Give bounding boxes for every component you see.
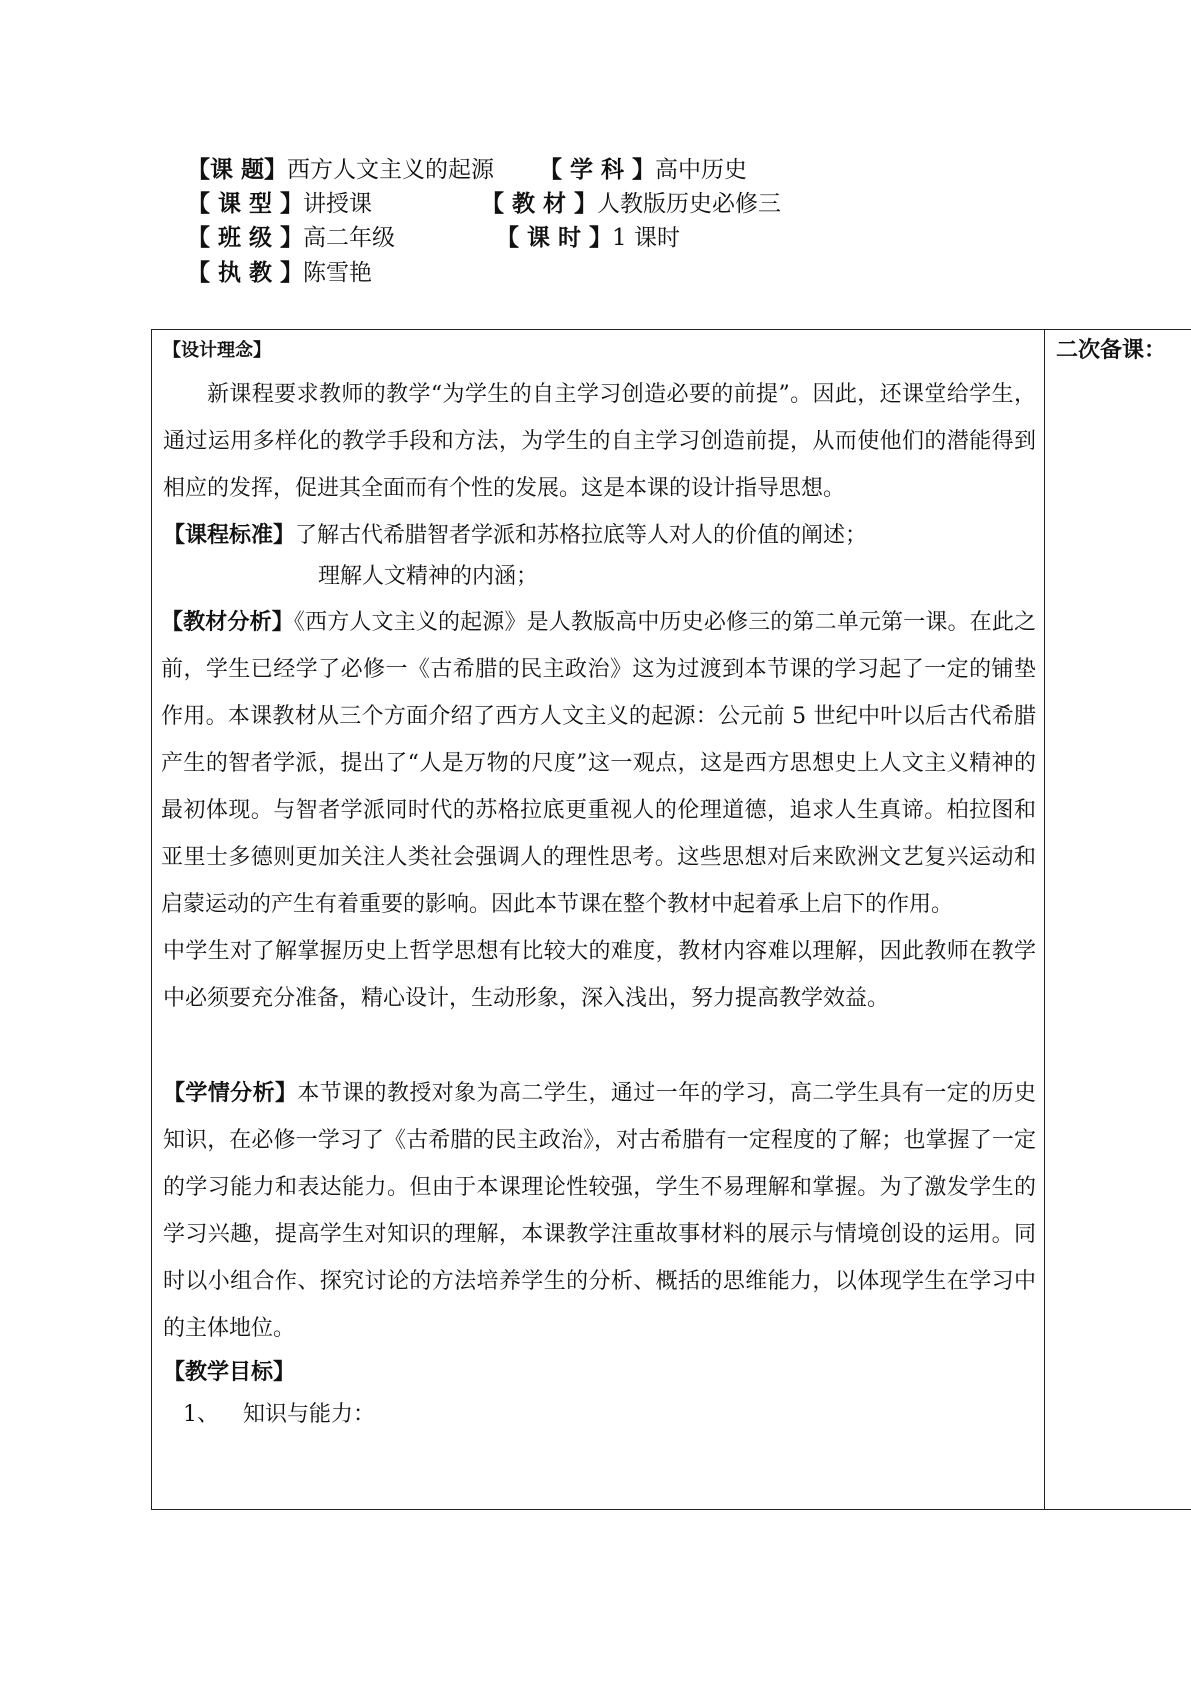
goals-label: 【教学目标】 [163, 1360, 296, 1385]
standard-line-1: 了解古代希腊智者学派和苏格拉底等人对人的价值的阐述； [295, 523, 868, 548]
learner-section [163, 1070, 1036, 1352]
goal-item-1-text: 知识与能力： [243, 1402, 376, 1427]
teacher-value: 陈雪艳 [303, 260, 373, 286]
material-section [161, 599, 1036, 928]
header-topic [187, 155, 494, 185]
header-textbook [481, 189, 781, 219]
hours-value: 1 课时 [612, 225, 680, 251]
topic-label: 【课 题】 [187, 157, 288, 183]
hours-label: 【 课 时 】 [496, 225, 613, 251]
textbook-value: 人教版历史必修三 [597, 191, 782, 217]
design-text: 新课程要求教师的教学“为学生的自主学习创造必要的前提”。因此，还课堂给学生，通过运用多样化的教学手段和方法，为学生的自主学习创造前提，从而使他们的潜能得到相应的发挥，促进其全面而有个性的发展。这是本课的设计指导思想。 [163, 382, 1036, 501]
subject-value: 高中历史 [655, 157, 748, 183]
header-hours [496, 223, 680, 253]
teacher-label: 【 执 教 】 [187, 260, 304, 286]
material-text-2: 中学生对了解掌握历史上哲学思想有比较大的难度，教材内容难以理解，因此教师在教学中必须要充分准备，精心设计，生动形象，深入浅出，努力提高教学效益。 [163, 939, 1036, 1011]
material-label: 【教材分析】 [161, 610, 294, 635]
header-class [187, 223, 395, 253]
header-teacher [187, 258, 372, 288]
goals-section [163, 1352, 1036, 1394]
standard-line-2: 理解人文精神的内涵； [318, 564, 539, 589]
design-label: 【设计理念】 [163, 340, 271, 361]
lesson-content [163, 335, 1036, 1436]
type-value: 讲授课 [303, 191, 373, 217]
table-column-divider [1044, 329, 1045, 1510]
class-value: 高二年级 [303, 225, 396, 251]
material-text-1: 《西方人文主义的起源》是人教版高中历史必修三的第二单元第一课。在此之前，学生已经学了必修一《古希腊的民主政治》这为过渡到本节课的学习起了一定的铺垫作用。本课教材从三个方面介绍了西方人文主义的起源：公元前 5 世纪中叶以后古代希腊产生的智者学派，提出了“人是万物的尺度”这一观点，这是西方思想史上人文主义精神的最初体现。与智者学派同时代的苏格拉底更重视人的伦理道德，追求人生真谛。柏拉图和亚里士多德则更加关注人类社会强调人的理性思考。这些思想对后来欧洲文艺复兴运动和启蒙运动的产生有着重要的影响。因此本节课在整个教材中起着承上启下的作用。 [161, 610, 1036, 917]
goal-item-1-number: 1、 [183, 1402, 219, 1427]
type-label: 【 课 型 】 [187, 191, 304, 217]
learner-text: 本节课的教授对象为高二学生，通过一年的学习，高二学生具有一定的历史知识，在必修一学习了《古希腊的民主政治》，对古希腊有一定程度的了解；也掌握了一定的学习能力和表达能力。但由于本课理论性较强，学生不易理解和掌握。为了激发学生的学习兴趣，提高学生对知识的理解，本课教学注重故事材料的展示与情境创设的运用。同时以小组合作、探究讨论的方法培养学生的分析、概括的思维能力，以体现学生在学习中的主体地位。 [163, 1081, 1036, 1341]
goal-item-1 [163, 1394, 1036, 1436]
topic-value: 西方人文主义的起源 [287, 157, 495, 183]
design-section [163, 335, 1036, 365]
textbook-label: 【 教 材 】 [481, 191, 598, 217]
header-type [187, 189, 372, 219]
section-gap [163, 1022, 1036, 1070]
learner-label: 【学情分析】 [163, 1081, 298, 1106]
secondary-prep-title: 二次备课： [1056, 338, 1167, 363]
header-subject [539, 155, 747, 185]
standard-label: 【课程标准】 [163, 523, 296, 548]
subject-label: 【 学 科 】 [539, 157, 656, 183]
standard-section [163, 512, 1036, 559]
class-label: 【 班 级 】 [187, 225, 304, 251]
